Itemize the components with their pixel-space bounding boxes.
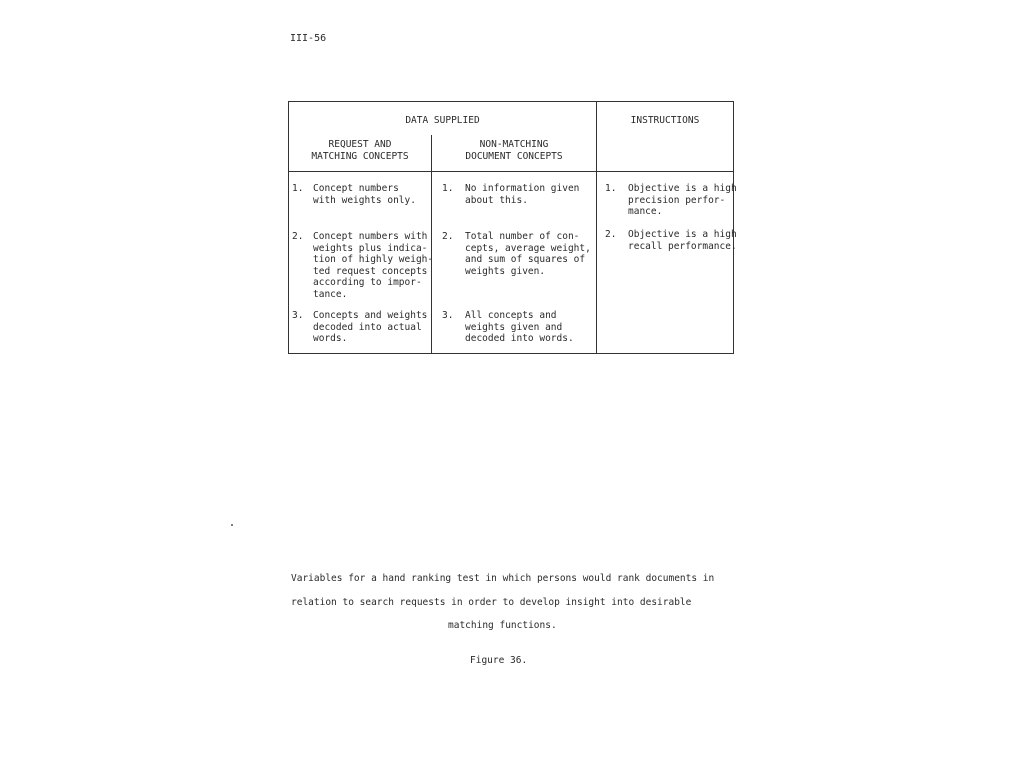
instructions-divider [596,102,597,354]
row1-col3-number: 1. [605,183,617,194]
row1-col2-number: 1. [442,183,454,194]
data-supplied-table [288,101,737,354]
row3-col2-number: 3. [442,310,454,321]
header-non-matching-document-concepts: NON-MATCHING DOCUMENT CONCEPTS [465,139,563,162]
header-rule [289,171,733,172]
header-instructions: INSTRUCTIONS [630,115,700,126]
row2-col2-text: Total number of con- cepts, average weight, and sum of squares of weights given. [465,231,591,277]
row2-col1-number: 2. [292,231,304,242]
row1-col1-text: Concept numbers with weights only. [313,183,416,206]
row3-col1-number: 3. [292,310,304,321]
row2-col3-text: Objective is a high recall performance. [628,229,737,252]
row1-col1-number: 1. [292,183,304,194]
row2-col3-number: 2. [605,229,617,240]
row1-col3-text: Objective is a high precision perfor- mance. [628,183,737,218]
row3-col2-text: All concepts and weights given and decoded into words. [465,310,574,345]
caption-line-3: matching functions. [448,620,557,631]
header-data-supplied: DATA SUPPLIED [405,115,480,126]
row1-col2-text: No information given about this. [465,183,580,206]
row2-col1-text: Concept numbers with weights plus indica- tion of highly weigh- ted request concepts according to impor- tance. [313,231,434,300]
figure-label: Figure 36. [470,655,528,666]
row2-col2-number: 2. [442,231,454,242]
row3-col1-text: Concepts and weights decoded into actual words. [313,310,428,345]
caption-line-1: Variables for a hand ranking test in which persons would rank documents in [291,573,715,584]
header-request-matching-concepts: REQUEST AND MATCHING CONCEPTS [311,139,409,162]
page-number: III-56 [290,33,327,44]
caption-line-2: relation to search requests in order to develop insight into desirable [291,597,692,608]
stray-mark [231,524,233,526]
